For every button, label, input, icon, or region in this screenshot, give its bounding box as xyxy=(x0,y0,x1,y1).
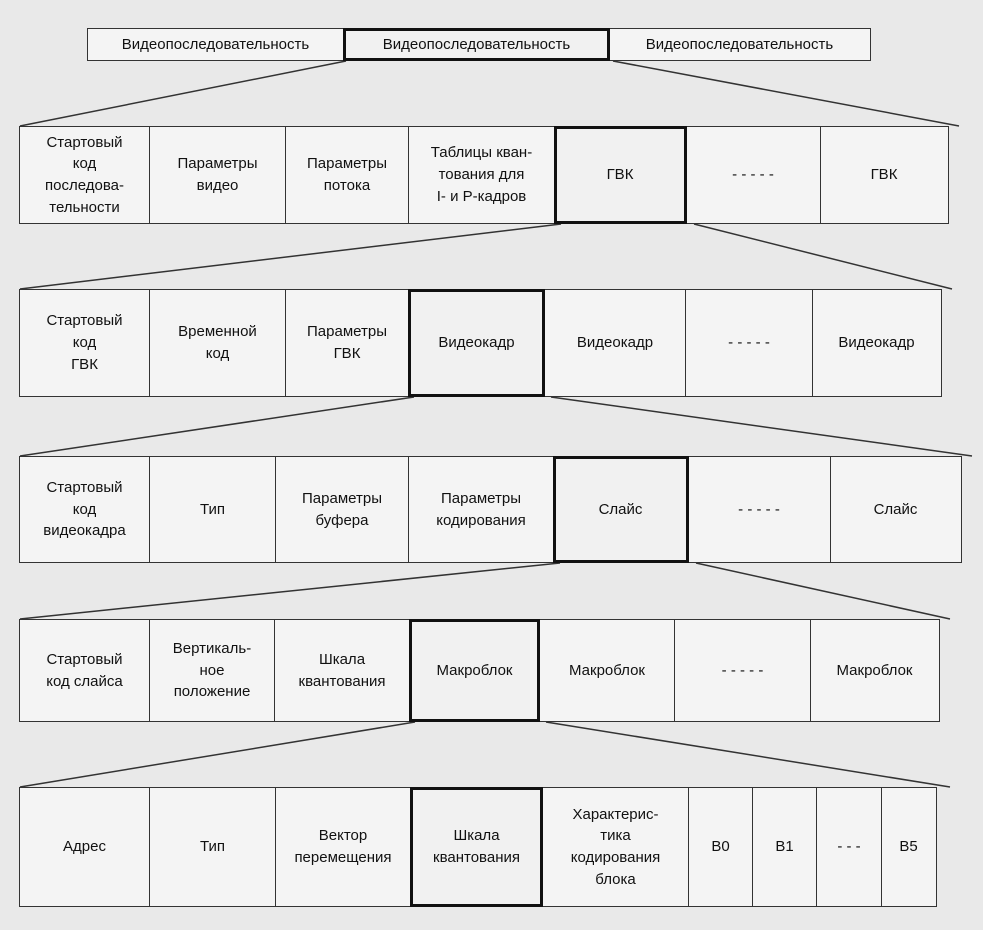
level-1-row xyxy=(88,28,871,61)
level-5-cell: - - - - - xyxy=(674,619,811,722)
connector-line xyxy=(613,61,959,126)
level-6-cell: Адрес xyxy=(19,787,151,907)
level-3-cell: Параметры ГВК xyxy=(285,289,410,397)
connector-line xyxy=(546,722,950,787)
level-3-cell: Видеокадр xyxy=(544,289,687,397)
level-3-row xyxy=(20,289,942,397)
connector-line xyxy=(20,224,561,289)
level-2-cell: Параметры видео xyxy=(149,126,286,224)
level-6-cell: B1 xyxy=(752,787,818,907)
level-4-cell: Параметры кодирования xyxy=(408,456,554,563)
level-6-cell: Шкала квантования xyxy=(410,787,543,907)
level-2-cell: - - - - - xyxy=(685,126,821,224)
level-5-cell: Шкала квантования xyxy=(274,619,411,722)
level-4-cell: Слайс xyxy=(830,456,962,563)
level-2-cell: Параметры потока xyxy=(285,126,410,224)
level-6-cell: B0 xyxy=(688,787,753,907)
level-4-cell: Параметры буфера xyxy=(275,456,410,563)
level-4-cell: Слайс xyxy=(553,456,689,563)
level-3-cell: - - - - - xyxy=(685,289,813,397)
level-2-cell: Стартовый код последова- тельности xyxy=(19,126,151,224)
level-4-cell: Стартовый код видеокадра xyxy=(19,456,151,563)
level-6-row xyxy=(20,787,937,907)
level-2-cell: ГВК xyxy=(820,126,949,224)
level-6-cell: Вектор перемещения xyxy=(275,787,412,907)
connector-line xyxy=(694,224,952,289)
connector-line xyxy=(20,563,560,619)
level-2-cell: Таблицы кван- тования для I- и P-кадров xyxy=(408,126,555,224)
connector-line xyxy=(551,397,972,456)
level-4-cell: - - - - - xyxy=(687,456,831,563)
level-5-cell: Макроблок xyxy=(409,619,540,722)
level-1-cell: Видеопоследовательность xyxy=(343,28,610,61)
level-5-row xyxy=(20,619,940,722)
level-4-cell: Тип xyxy=(149,456,276,563)
connector-line xyxy=(20,397,414,456)
connector-line xyxy=(20,722,415,787)
level-3-cell: Временной код xyxy=(149,289,286,397)
level-4-row xyxy=(20,456,962,563)
level-6-cell: Тип xyxy=(149,787,276,907)
level-5-cell: Вертикаль- ное положение xyxy=(149,619,275,722)
level-2-row xyxy=(20,126,949,224)
level-6-cell: B5 xyxy=(881,787,937,907)
level-2-cell: ГВК xyxy=(554,126,687,224)
level-3-cell: Видеокадр xyxy=(812,289,942,397)
connector-line xyxy=(20,61,346,126)
level-6-cell: Характерис- тика кодирования блока xyxy=(542,787,690,907)
connector-line xyxy=(696,563,950,619)
level-5-cell: Макроблок xyxy=(810,619,940,722)
level-5-cell: Стартовый код слайса xyxy=(19,619,151,722)
level-1-cell: Видеопоследовательность xyxy=(87,28,345,61)
level-3-cell: Стартовый код ГВК xyxy=(19,289,151,397)
level-3-cell: Видеокадр xyxy=(408,289,545,397)
level-1-cell: Видеопоследовательность xyxy=(609,28,871,61)
level-5-cell: Макроблок xyxy=(539,619,676,722)
level-6-cell: - - - xyxy=(816,787,882,907)
